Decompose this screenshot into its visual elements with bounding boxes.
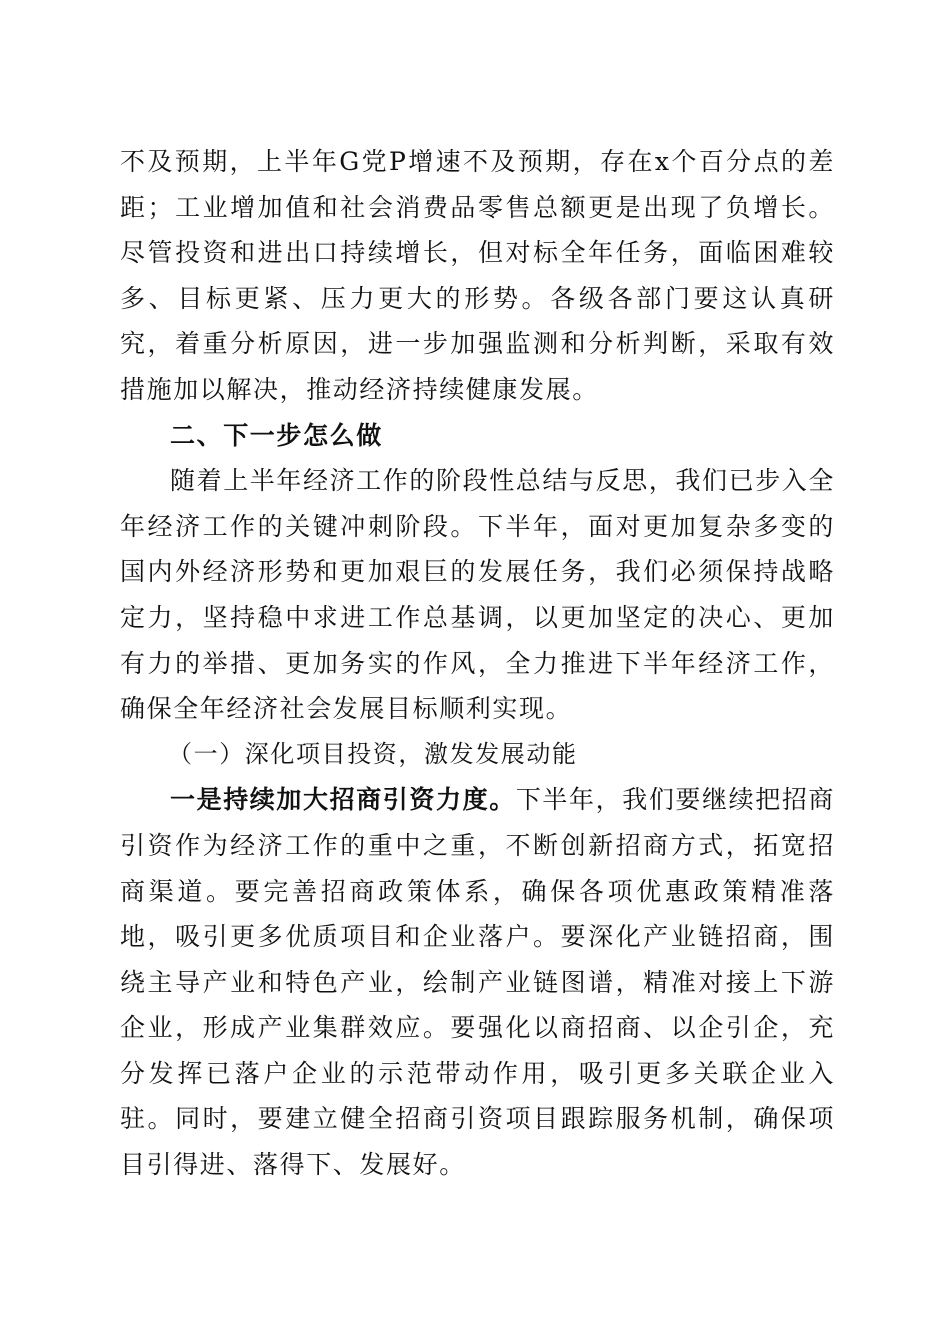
paragraph-investment-attraction (120, 777, 835, 1187)
paragraph-lead-sentence: 一是持续加大招商引资力度。 (170, 785, 516, 815)
section-heading-next-steps: 二、下一步怎么做 (170, 420, 383, 450)
subsection-heading-project-investment: （一）深化项目投资，激发发展动能 (168, 739, 578, 768)
document-body (120, 139, 835, 1188)
paragraph-body-text: 下半年，我们要继续把招商引资作为经济工作的重中之重，不断创新招商方式，拓宽招商渠道。要完善招商政策体系，确保各项优惠政策精准落地，吸引更多优质项目和企业落户。要深化产业链招商，围绕主导产业和特色产业，绘制产业链图谱，精准对接上下游企业，形成产业集群效应。要强化以商招商、以企引企，充分发挥已落户企业的示范带动作用，吸引更多关联企业入驻。同时，要建立健全招商引资项目跟踪服务机制，确保项目引得进、落得下、发展好。 (120, 785, 836, 1180)
paragraph-economic-situation: 不及预期，上半年G党P增速不及预期，存在x个百分点的差距；工业增加值和社会消费品零售总额更是出现了负增长。尽管投资和进出口持续增长，但对标全年任务，面临困难较多、目标更紧、压力更大的形势。各级各部门要这认真研究，着重分析原因，进一步加强监测和分析判断，采取有效措施加以解决，推动经济持续健康发展。 (120, 147, 835, 404)
paragraph-next-steps-intro: 随着上半年经济工作的阶段性总结与反思，我们已步入全年经济工作的关键冲刺阶段。下半年，面对更加复杂多变的国内外经济形势和更加艰巨的发展任务，我们必须保持战略定力，坚持稳中求进工作总基调，以更加坚定的决心、更加有力的举措、更加务实的作风，全力推进下半年经济工作，确保全年经济社会发展目标顺利实现。 (120, 466, 836, 724)
